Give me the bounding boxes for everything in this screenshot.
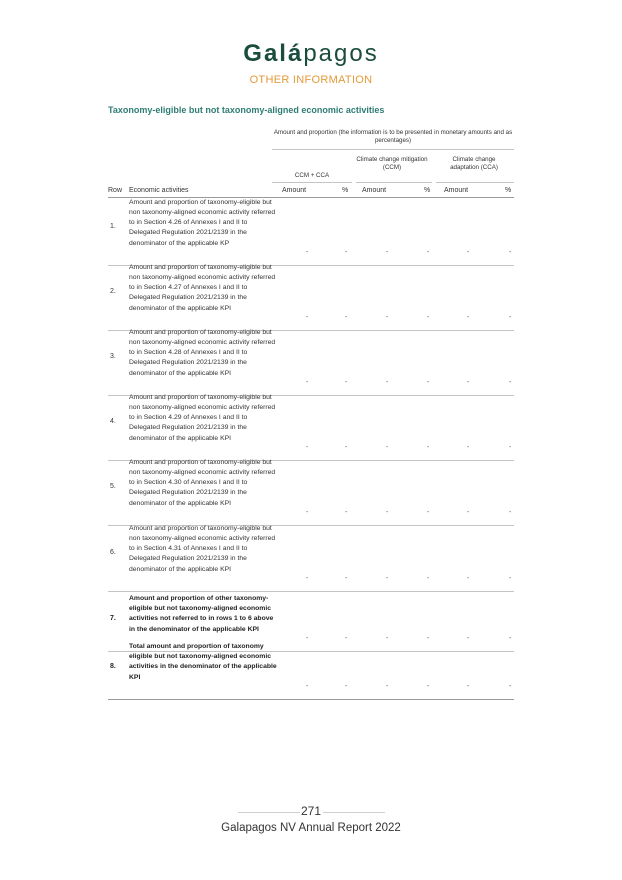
row-value: - (509, 314, 512, 321)
row-value: - (467, 683, 470, 690)
row-value: - (386, 575, 389, 582)
row-value: - (427, 379, 430, 386)
group-header-ccm-cca: CCM + CCA (294, 172, 330, 179)
row-label: Amount and proportion of taxonomy-eligible but non taxonomy-aligned economic activity referred to in Section 4.30 of Annexes I and II to Delegated Regulation 2021/2139 in the denominator of the applicable KPI (129, 458, 276, 507)
row-value: - (386, 444, 389, 451)
row-value: - (345, 379, 348, 386)
row-value: - (306, 635, 309, 642)
row-value: - (306, 444, 309, 451)
row-number: 6. (110, 549, 116, 557)
row-value: - (386, 314, 389, 321)
row-value: - (427, 249, 430, 256)
group-rule-2 (356, 182, 432, 183)
row-number: 5. (110, 483, 116, 491)
row-label: Amount and proportion of taxonomy-eligible but non taxonomy-aligned economic activity referred to in Section 4.26 of Annexes I and II to Delegated Regulation 2021/2139 in the denominator of the applicable KP (129, 198, 276, 247)
row-value: - (386, 683, 389, 690)
row-value: - (509, 635, 512, 642)
row-value: - (427, 575, 430, 582)
table-row (108, 265, 514, 330)
row-value: - (345, 635, 348, 642)
row-value: - (467, 635, 470, 642)
row-number: 1. (110, 223, 116, 231)
table-row (108, 460, 514, 525)
row-value: - (467, 575, 470, 582)
column-header-percent-2: % (424, 187, 431, 194)
row-number: 7. (110, 614, 116, 622)
row-value: - (386, 249, 389, 256)
row-value: - (306, 509, 309, 516)
row-value: - (427, 683, 430, 690)
column-header-percent-3: % (505, 187, 512, 194)
row-value: - (386, 635, 389, 642)
row-value: - (467, 249, 470, 256)
galapagos-logo (0, 40, 622, 68)
row-value: - (467, 509, 470, 516)
row-value: - (306, 379, 309, 386)
group-rule-3 (436, 182, 514, 183)
row-value: - (345, 249, 348, 256)
row-value: - (509, 683, 512, 690)
table-row (108, 330, 514, 395)
group-header-cca: Climate change adaptation (CCA) (450, 156, 498, 171)
section-title: OTHER INFORMATION (249, 74, 373, 86)
table-row (108, 198, 514, 265)
row-value: - (467, 314, 470, 321)
row-label: Amount and proportion of taxonomy-eligible but non taxonomy-aligned economic activity referred to in Section 4.27 of Annexes I and II to Delegated Regulation 2021/2139 in the denominator of the applicable KPI (129, 263, 276, 312)
row-value: - (345, 575, 348, 582)
row-number: 4. (110, 418, 116, 426)
logo-text-bold: Galá (243, 40, 304, 67)
column-header-percent-1: % (342, 187, 349, 194)
row-value: - (306, 575, 309, 582)
row-value: - (306, 249, 309, 256)
super-header: Amount and proportion (the information is to be presented in monetary amounts and as percentages) (273, 129, 513, 144)
row-value: - (509, 575, 512, 582)
column-header-row: Row (108, 187, 123, 194)
row-value: - (467, 444, 470, 451)
super-header-rule (272, 149, 514, 150)
row-value: - (509, 249, 512, 256)
row-value: - (427, 314, 430, 321)
row-value: - (509, 379, 512, 386)
row-number: 3. (110, 353, 116, 361)
row-value: - (386, 379, 389, 386)
table-row (108, 643, 514, 699)
group-rule-1 (272, 182, 352, 183)
row-value: - (345, 444, 348, 451)
row-value: - (306, 683, 309, 690)
table-title: Taxonomy-eligible but not taxonomy-aligned economic activities (108, 105, 385, 115)
row-value: - (386, 509, 389, 516)
page-number: 271 (300, 804, 322, 818)
row-value: - (427, 635, 430, 642)
column-header-amount-2: Amount (362, 187, 387, 194)
row-label: Amount and proportion of other taxonomy-eligible but not taxonomy-aligned economic activities not referred to in rows 1 to 6 above in the denominator of the applicable KPI (129, 595, 274, 633)
row-value: - (509, 509, 512, 516)
row-value: - (345, 314, 348, 321)
row-value: - (467, 379, 470, 386)
row-value: - (509, 444, 512, 451)
row-value: - (345, 509, 348, 516)
row-label: Total amount and proportion of taxonomy eligible but not taxonomy-aligned economic activities in the denominator of the applicable KPI (129, 643, 277, 681)
row-label: Amount and proportion of taxonomy-eligible but non taxonomy-aligned economic activity referred to in Section 4.28 of Annexes I and II to Delegated Regulation 2021/2139 in the denominator of the applicable KPI (129, 328, 276, 377)
row-value: - (427, 509, 430, 516)
group-header-ccm: Climate change mitigation (CCM) (356, 156, 428, 171)
row-value: - (427, 444, 430, 451)
row-value: - (345, 683, 348, 690)
table-row (108, 525, 514, 591)
column-header-activities: Economic activities (129, 187, 189, 194)
table-row (108, 395, 514, 460)
logo-text: pagos (303, 40, 379, 67)
report-name: Galapagos NV Annual Report 2022 (221, 822, 401, 834)
row-divider (108, 699, 514, 700)
row-number: 8. (110, 662, 116, 670)
row-label: Amount and proportion of taxonomy-eligible but non taxonomy-aligned economic activity referred to in Section 4.29 of Annexes I and II to Delegated Regulation 2021/2139 in the denominator of the applicable KPI (129, 393, 276, 442)
column-header-amount-3: Amount (444, 187, 469, 194)
row-number: 2. (110, 288, 116, 296)
row-label: Amount and proportion of taxonomy-eligible but non taxonomy-aligned economic activity referred to in Section 4.31 of Annexes I and II to Delegated Regulation 2021/2139 in the denominator of the applicable KPI (129, 524, 276, 573)
column-header-amount-1: Amount (282, 187, 307, 194)
row-value: - (306, 314, 309, 321)
